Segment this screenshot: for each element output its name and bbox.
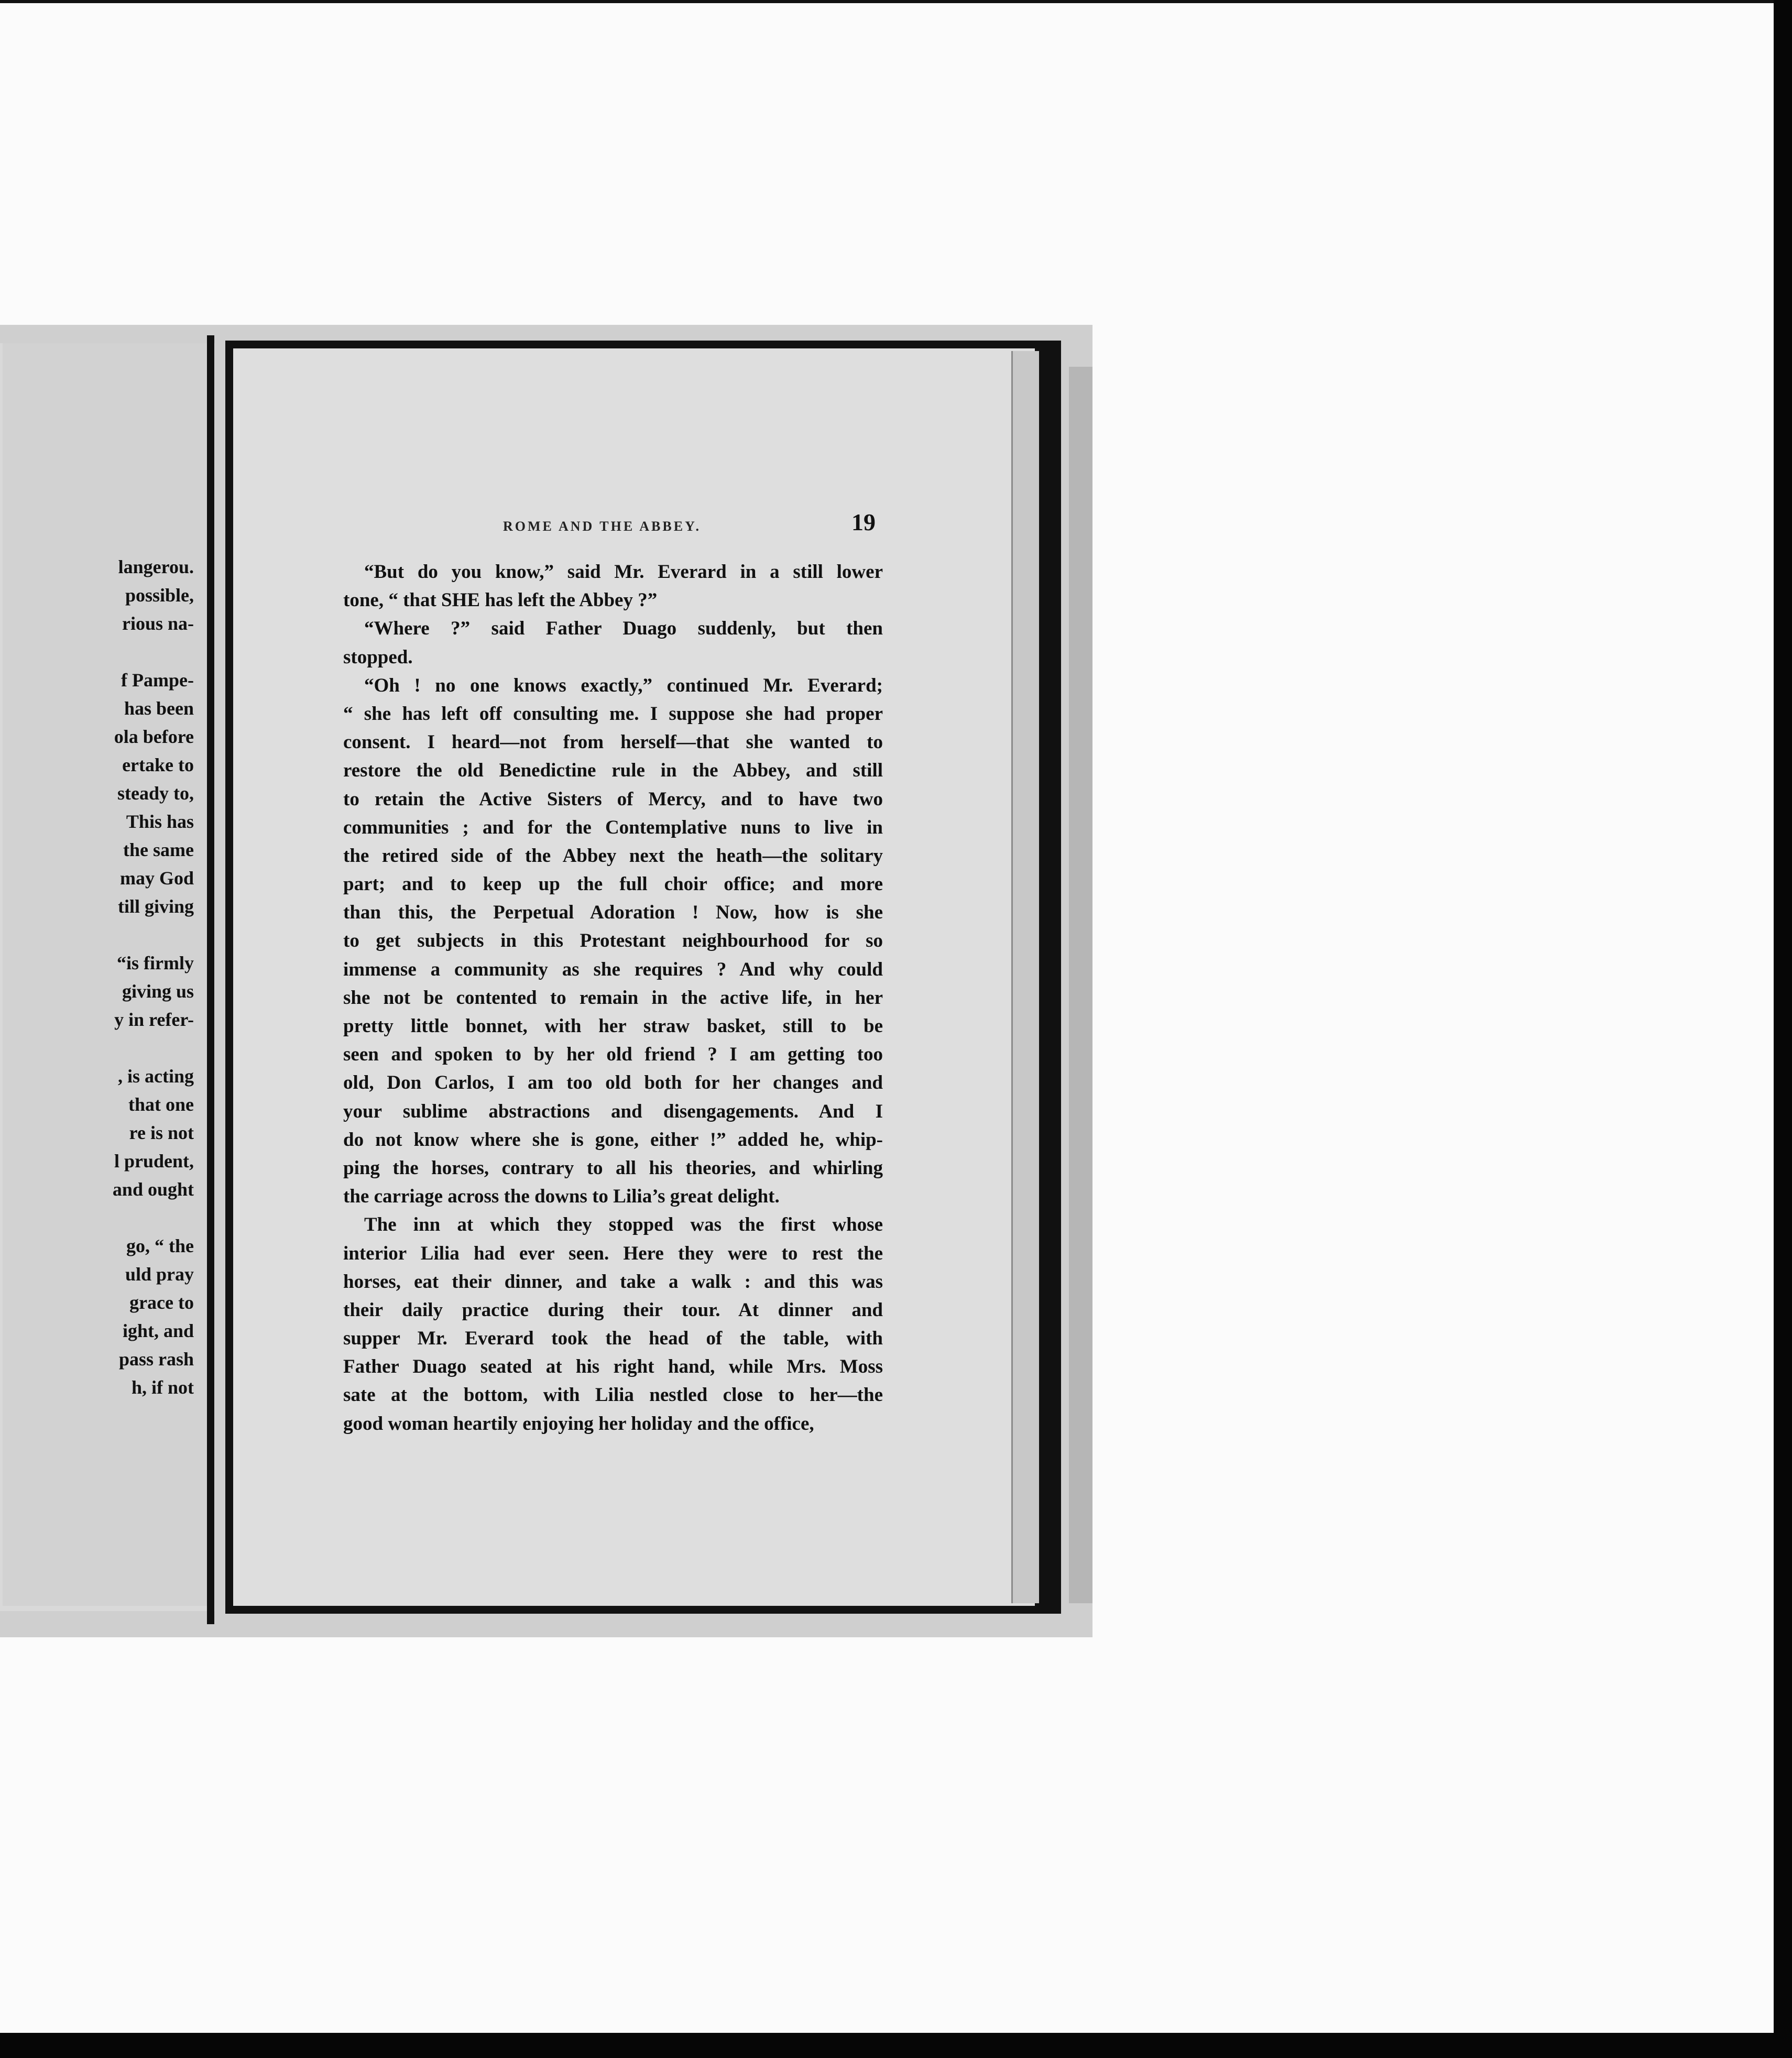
- book-shadow-right: [1069, 367, 1092, 1603]
- text-line: seen and spoken to by her old friend ? I am getting too: [343, 1044, 883, 1066]
- left-page-line: that one: [128, 1094, 194, 1115]
- left-page: [0, 343, 215, 1611]
- left-page-line: possible,: [125, 585, 194, 606]
- text-line: The inn at which they stopped was the first whose: [364, 1214, 883, 1236]
- book-spine: [207, 335, 214, 1624]
- text-line: “ she has left off consulting me. I suppose she had proper: [343, 703, 883, 725]
- text-line: immense a community as she requires ? And why could: [343, 958, 883, 980]
- left-page-line: has been: [124, 698, 194, 719]
- scan-top-edge: [0, 0, 1774, 3]
- text-line: the retired side of the Abbey next the heath—the solitary: [343, 845, 883, 867]
- left-page-line: [0, 1034, 194, 1062]
- left-page-line: ola before: [114, 726, 194, 747]
- left-page-line: [0, 638, 194, 666]
- left-page-line: l prudent,: [114, 1151, 194, 1172]
- left-page-line: steady to,: [117, 783, 194, 804]
- text-line: consent. I heard—not from herself—that she wanted to: [343, 731, 883, 753]
- text-line: the carriage across the downs to Lilia’s great delight.: [343, 1186, 780, 1208]
- left-page-line: f Pampe-: [121, 670, 194, 691]
- left-page-line: go, “ the: [126, 1235, 194, 1256]
- running-head: ROME AND THE ABBEY.: [503, 519, 701, 534]
- right-page-edge: [1011, 351, 1039, 1603]
- left-page-line: [0, 1203, 194, 1232]
- right-page-body-text: [343, 558, 883, 1438]
- left-page-line: h, if not: [131, 1377, 194, 1398]
- text-line: horses, eat their dinner, and take a walk : and this was: [343, 1271, 883, 1293]
- text-line: tone, “ that SHE has left the Abbey ?”: [343, 589, 658, 611]
- text-line: stopped.: [343, 646, 413, 668]
- text-line: “But do you know,” said Mr. Everard in a still lower: [364, 561, 883, 583]
- left-page-line: ertake to: [122, 754, 194, 775]
- left-page-line: pass rash: [118, 1349, 194, 1370]
- text-line: do not know where she is gone, either !” added he, whip-: [343, 1129, 883, 1151]
- left-page-line: ight, and: [122, 1320, 194, 1341]
- text-line: old, Don Carlos, I am too old both for her changes and: [343, 1072, 883, 1094]
- left-page-line: langerou.: [118, 556, 194, 577]
- scan-right-border: [1774, 0, 1792, 2058]
- left-page-line: may God: [119, 868, 194, 889]
- text-line: “Where ?” said Father Duago suddenly, but then: [364, 618, 883, 640]
- page-number: 19: [851, 509, 876, 535]
- left-page-line: y in refer-: [114, 1009, 194, 1030]
- left-page-line: “is firmly: [117, 953, 194, 973]
- left-page-line: grace to: [129, 1292, 194, 1313]
- text-line: she not be contented to remain in the active life, in her: [343, 987, 883, 1009]
- left-page-line: giving us: [122, 981, 194, 1002]
- text-line: supper Mr. Everard took the head of the table, with: [343, 1328, 883, 1350]
- text-line: Father Duago seated at his right hand, while Mrs. Moss: [343, 1356, 883, 1378]
- text-line: your sublime abstractions and disengagements. And I: [343, 1100, 883, 1122]
- left-page-line: uld pray: [125, 1264, 194, 1285]
- text-line: to retain the Active Sisters of Mercy, and to have two: [343, 788, 883, 810]
- text-line: communities ; and for the Contemplative nuns to live in: [343, 816, 883, 838]
- left-page-line: , is acting: [117, 1066, 194, 1087]
- text-line: good woman heartily enjoying her holiday and the office,: [343, 1413, 814, 1435]
- left-page-line: [0, 921, 194, 949]
- text-line: interior Lilia had ever seen. Here they were to rest the: [343, 1242, 883, 1264]
- text-line: part; and to keep up the full choir office; and more: [343, 873, 883, 895]
- left-page-line: This has: [126, 811, 194, 832]
- left-page-line: and ought: [112, 1179, 194, 1200]
- left-page-text: [0, 553, 194, 1402]
- left-page-line: rious na-: [122, 613, 194, 634]
- text-line: their daily practice during their tour. At dinner and: [343, 1299, 883, 1321]
- left-page-line: the same: [123, 839, 194, 860]
- text-line: sate at the bottom, with Lilia nestled close to her—the: [343, 1384, 883, 1406]
- text-line: ping the horses, contrary to all his theories, and whirling: [343, 1157, 883, 1179]
- text-line: to get subjects in this Protestant neighbourhood for so: [343, 930, 883, 952]
- text-line: restore the old Benedictine rule in the Abbey, and still: [343, 760, 883, 782]
- scan-bottom-border: [0, 2033, 1792, 2058]
- text-line: pretty little bonnet, with her straw basket, still to be: [343, 1015, 883, 1037]
- left-page-line: till giving: [117, 896, 194, 917]
- text-line: “Oh ! no one knows exactly,” continued Mr. Everard;: [364, 674, 883, 696]
- left-page-line: re is not: [129, 1122, 194, 1143]
- text-line: than this, the Perpetual Adoration ! Now, how is she: [343, 902, 883, 924]
